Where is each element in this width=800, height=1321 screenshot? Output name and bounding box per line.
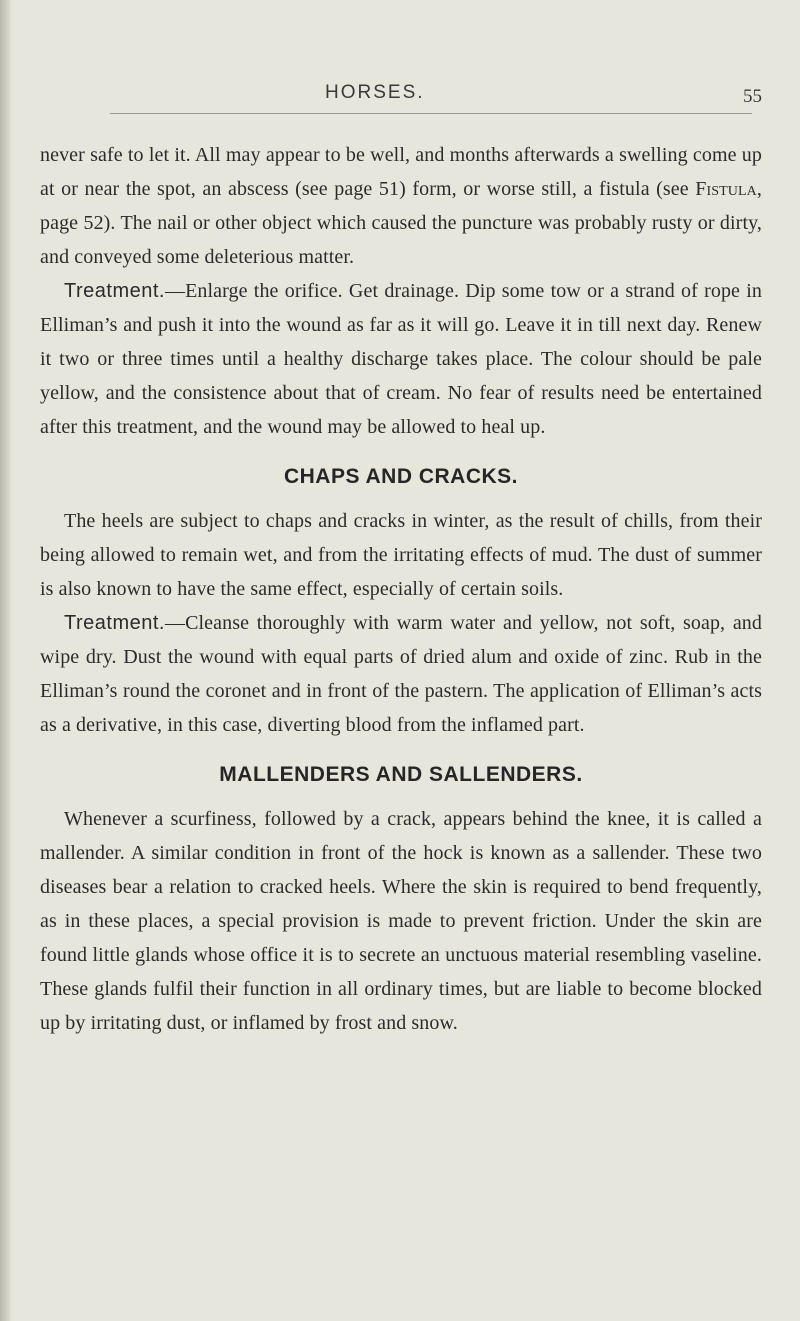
chaps-treatment-text: —Cleanse thoroughly with warm water and yellow, not soft, soap, and wipe dry. Dust the wound with equal parts of dried alum and oxide of zinc. Rub in the Elliman’s round the coronet and in front of the pastern. The application of Elliman’s acts as a derivative, in this case, diverting blood from the inflamed part. [40, 612, 762, 736]
treatment-run-in-heading: Treatment. [64, 280, 165, 302]
mallenders-paragraph: Whenever a scurfiness, followed by a crack, appears behind the knee, it is called a mallender. A similar condition in front of the hock is known as a sallender. These two diseases bear a relation to cracked heels. Where the skin is required to bend frequently, as in these places, a special provision is made to prevent friction. Under the skin are found little glands whose office it is to secrete an unctuous material resembling vaseline. These glands fulfil their function in all ordinary times, but are liable to become blocked up by irritating dust, or inflamed by frost and snow. [40, 808, 762, 1034]
section-heading-chaps-and-cracks: CHAPS AND CRACKS. [283, 465, 519, 488]
puncture-treatment-text: —Enlarge the orifice. Get drainage. Dip some tow or a strand of rope in Elliman’s and push it into the wound as far as it will go. Leave it in till next day. Renew it two or three times until a healthy discharge takes place. The colour should be pale yellow, and the consistence about that of cream. No fear of results need be entertained after this treatment, and the wound may be allowed to heal up. [40, 280, 762, 438]
chaps-treatment-paragraph [40, 606, 762, 742]
book-page [40, 0, 762, 1034]
chaps-intro-paragraph: The heels are subject to chaps and cracks in winter, as the result of chills, from their being allowed to remain wet, and from the irritating effects of mud. The dust of summer is also known to have the same effect, especially of certain soils. [40, 510, 762, 600]
fistula-cross-reference: Fistula [695, 178, 757, 200]
treatment-run-in-heading: Treatment. [64, 612, 165, 634]
puncture-continued-paragraph [40, 138, 762, 274]
header-rule [110, 113, 752, 114]
running-head-title: HORSES. [325, 82, 425, 103]
running-head [40, 0, 762, 110]
puncture-treatment-paragraph [40, 274, 762, 444]
puncture-text-part1: never safe to let it. All may appear to be well, and months afterwards a swelling come up at or near the spot, an abscess (see page 51) form, or worse still, a fistula (see [40, 144, 762, 200]
body-text [40, 138, 762, 1040]
section-heading-mallenders-and-sallenders: MALLENDERS AND SALLENDERS. [219, 763, 583, 786]
page-number: 55 [743, 86, 762, 107]
page-gutter-shadow [0, 0, 12, 1321]
puncture-text-part2: , page 52). The nail or other object which caused the puncture was probably rusty or dirty, and conveyed some deleterious matter. [40, 178, 762, 268]
